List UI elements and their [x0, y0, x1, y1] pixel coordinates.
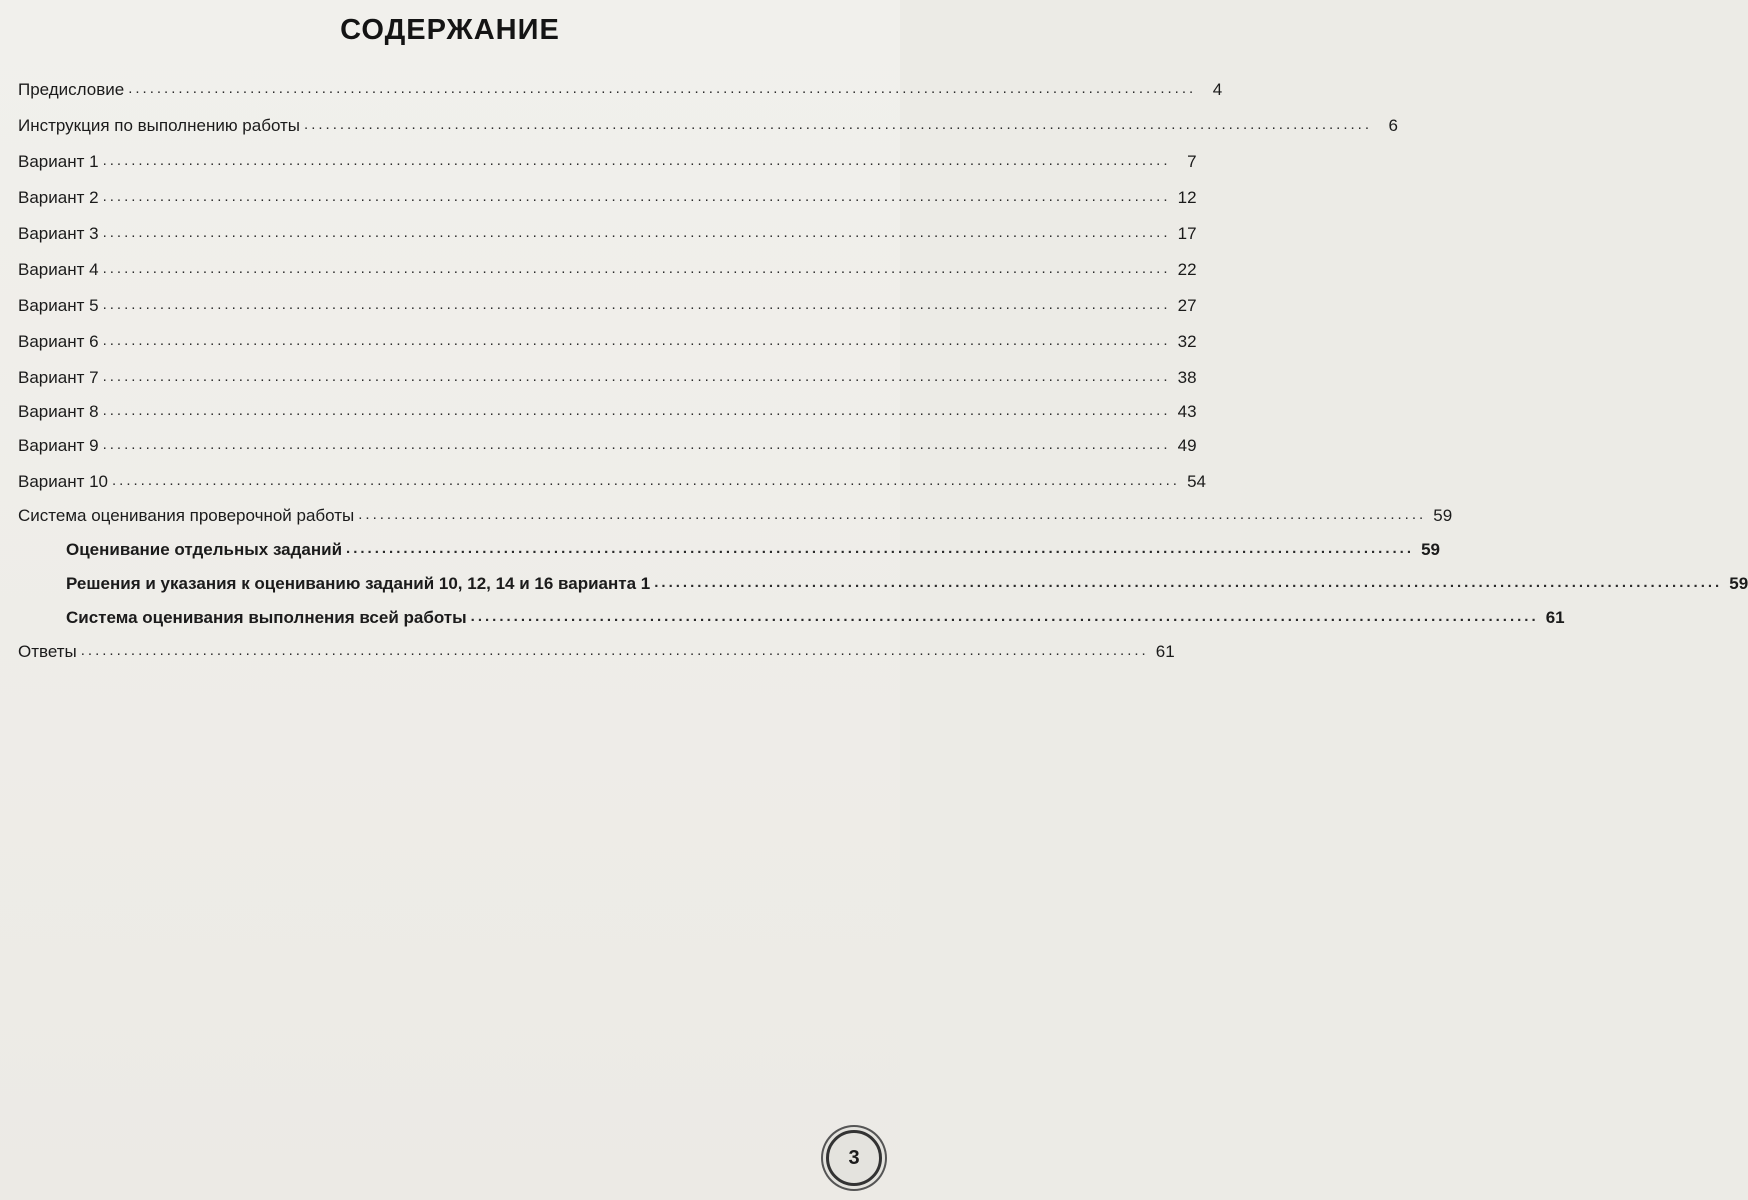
toc-subentry-solutions: [66, 566, 1748, 594]
leader-dots: .....................................................................................................................................................: [80, 642, 1149, 659]
leader-dots: .....................................................................................................................................................: [112, 472, 1180, 489]
toc-entry-label: Вариант 8: [18, 402, 99, 421]
toc-entry-label: Вариант 9: [18, 436, 99, 455]
page-number-badge: 3: [826, 1130, 882, 1186]
toc-entry-label: Ответы: [18, 642, 77, 661]
toc-entry-label: Вариант 2: [18, 188, 99, 207]
toc-entry-variant-5: [18, 288, 1197, 316]
toc-entry-label: Система оценивания проверочной работы: [18, 506, 355, 525]
toc-entry-page: 32: [1177, 332, 1197, 351]
toc-entry-page: 6: [1388, 116, 1398, 135]
toc-entry-page: 17: [1177, 224, 1197, 243]
toc-subentry-individual-tasks: [66, 532, 1441, 560]
toc-entry-variant-7: [18, 360, 1197, 388]
leader-dots: .....................................................................................................................................................: [102, 332, 1171, 349]
toc-entry-label: Решения и указания к оцениванию заданий 10, 12, 14 и 16 варианта 1: [66, 574, 651, 593]
leader-dots: .....................................................................................................................................................: [102, 152, 1171, 169]
toc-entry-label: Вариант 6: [18, 332, 99, 351]
toc-entry-label: Вариант 1: [18, 152, 99, 171]
leader-dots: .....................................................................................................................................................: [102, 188, 1171, 205]
toc-entry-variant-8: [18, 394, 1197, 422]
toc-entry-label: Предисловие: [18, 80, 125, 99]
toc-entry-answers: [18, 634, 1175, 662]
toc-entry-page: 49: [1177, 436, 1197, 455]
leader-dots: .....................................................................................................................................................: [102, 436, 1171, 453]
toc-entry-page: 54: [1187, 472, 1206, 491]
toc-entry-page: 7: [1187, 152, 1197, 171]
leader-dots: .....................................................................................................................................................: [470, 608, 1539, 625]
toc-entry-page: 59: [1729, 574, 1748, 593]
toc-entry-variant-9: [18, 428, 1197, 456]
toc-entry-label: Вариант 5: [18, 296, 99, 315]
toc-entry-page: 61: [1545, 608, 1565, 627]
toc-entry-preface: [18, 72, 1223, 100]
toc-entry-page: 38: [1177, 368, 1197, 387]
leader-dots: .....................................................................................................................................................: [358, 506, 1427, 523]
toc-entry-label: Вариант 7: [18, 368, 99, 387]
toc-entry-page: 59: [1433, 506, 1453, 525]
leader-dots: .....................................................................................................................................................: [102, 402, 1171, 419]
leader-dots: .....................................................................................................................................................: [102, 224, 1171, 241]
leader-dots: .....................................................................................................................................................: [102, 260, 1171, 277]
toc-entry-page: 22: [1177, 260, 1197, 279]
leader-dots: .....................................................................................................................................................: [102, 368, 1171, 385]
toc-entry-variant-4: [18, 252, 1197, 280]
toc-entry-page: 27: [1177, 296, 1197, 315]
toc-entry-variant-3: [18, 216, 1197, 244]
toc-entry-page: 59: [1421, 540, 1441, 559]
toc-entry-variant-1: [18, 144, 1197, 172]
toc-entry-variant-10: [18, 464, 1206, 492]
page-title: СОДЕРЖАНИЕ: [340, 14, 560, 46]
toc-subentry-whole-work: [66, 600, 1565, 628]
toc-entry-page: 12: [1177, 188, 1197, 207]
leader-dots: .....................................................................................................................................................: [128, 80, 1197, 97]
leader-dots: .....................................................................................................................................................: [102, 296, 1171, 313]
toc-entry-instructions: [18, 108, 1398, 136]
toc-entry-label: Вариант 3: [18, 224, 99, 243]
toc-entry-label: Вариант 10: [18, 472, 109, 491]
toc-entry-variant-2: [18, 180, 1197, 208]
toc-entry-variant-6: [18, 324, 1197, 352]
toc-entry-page: 61: [1155, 642, 1175, 661]
toc-entry-label: Вариант 4: [18, 260, 99, 279]
toc-entry-page: 4: [1212, 80, 1223, 99]
toc-entry-grading-system: [18, 498, 1453, 526]
toc-entry-label: Инструкция по выполнению работы: [18, 116, 301, 135]
leader-dots: .....................................................................................................................................................: [304, 116, 1372, 133]
toc-entry-label: Система оценивания выполнения всей работы: [66, 608, 467, 627]
toc-entry-page: 43: [1177, 402, 1197, 421]
leader-dots: .....................................................................................................................................................: [654, 574, 1723, 591]
leader-dots: .....................................................................................................................................................: [346, 540, 1415, 557]
toc-entry-label: Оценивание отдельных заданий: [66, 540, 343, 559]
